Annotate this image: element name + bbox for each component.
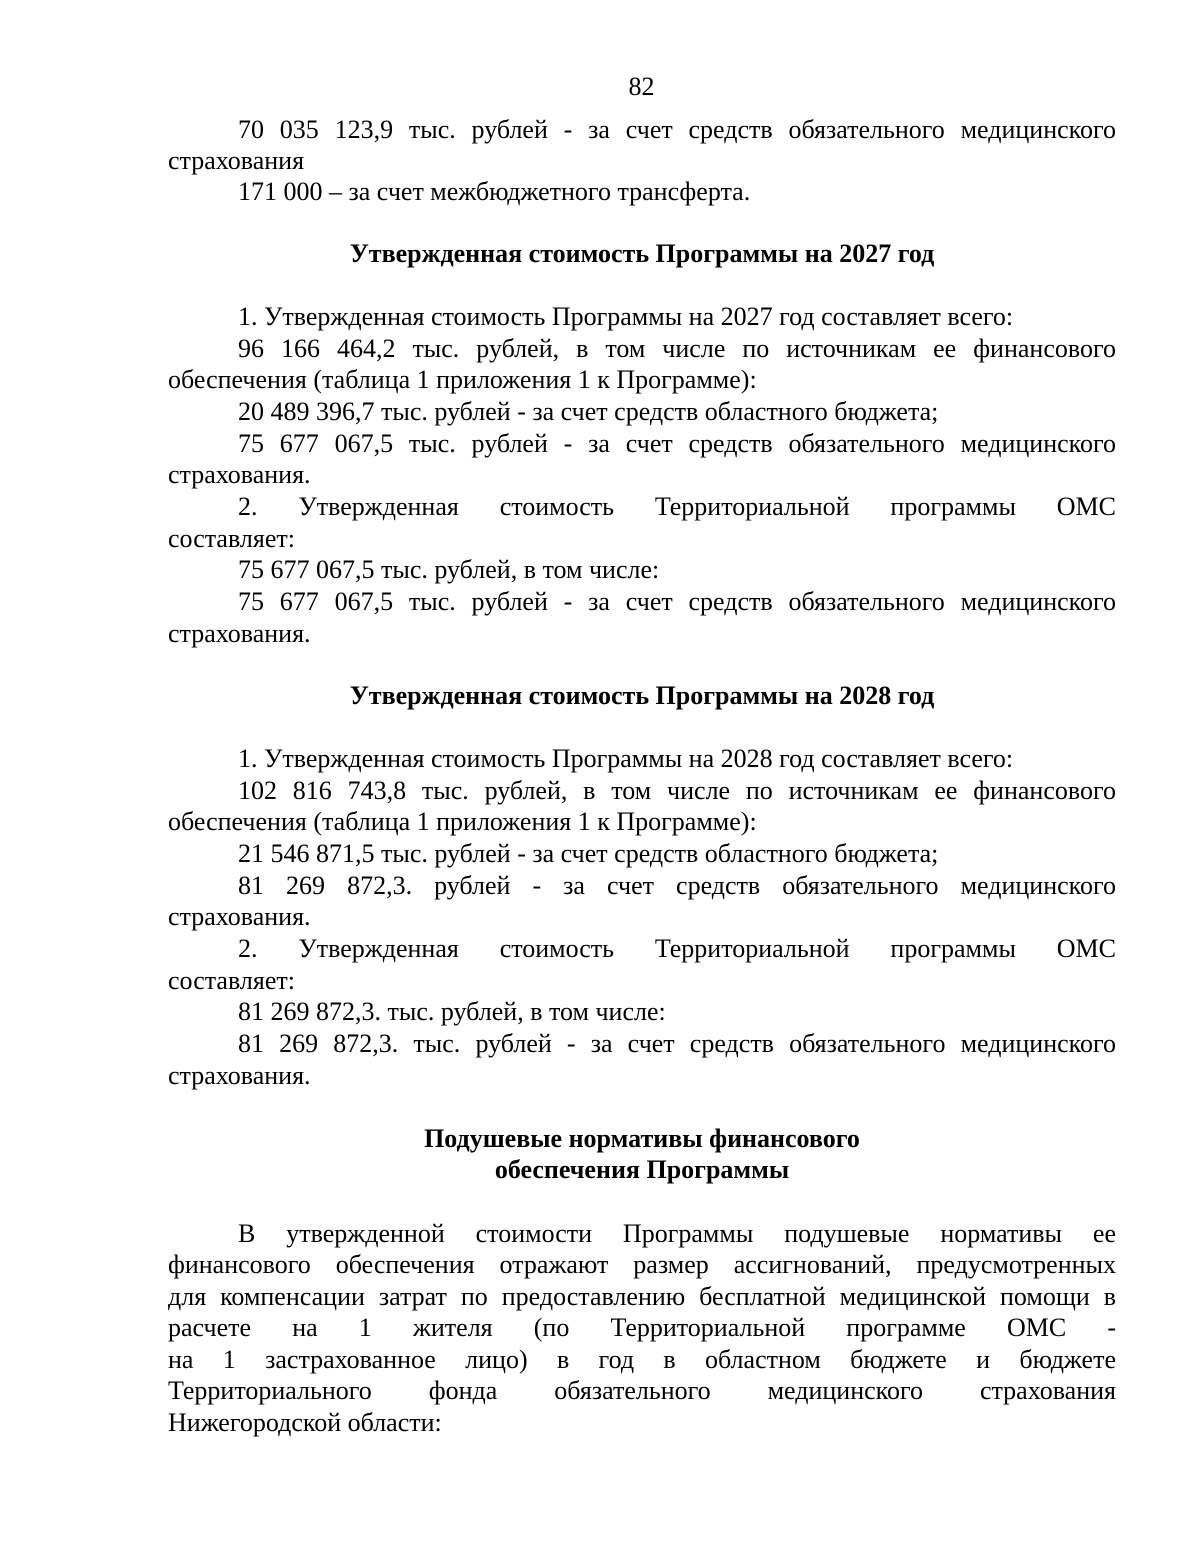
page-number: 82	[628, 72, 655, 101]
section-heading: Подушевые нормативы финансового	[424, 1124, 860, 1153]
text-line: Территориального фонда обязательного медицинского страхования	[168, 1376, 1116, 1405]
text-line: составляет:	[168, 524, 295, 553]
text-line: 75 677 067,5 тыс. рублей - за счет средств обязательного медицинского	[238, 429, 1116, 458]
text-line: 81 269 872,3. рублей - за счет средств обязательного медицинского	[238, 871, 1116, 900]
text-line: Нижегородской области:	[168, 1408, 442, 1437]
text-line: страхования.	[168, 460, 311, 489]
text-line: 75 677 067,5 тыс. рублей, в том числе:	[238, 555, 660, 584]
text-line: 81 269 872,3. тыс. рублей, в том числе:	[238, 997, 666, 1026]
text-line: 102 816 743,8 тыс. рублей, в том числе по источникам ее финансового	[238, 776, 1116, 805]
text-line: 20 489 396,7 тыс. рублей - за счет средств областного бюджета;	[238, 397, 939, 426]
section-heading: Утвержденная стоимость Программы на 2028 год	[349, 681, 935, 710]
text-line: для компенсации затрат по предоставлению бесплатной медицинской помощи в	[168, 1282, 1116, 1311]
section-heading: обеспечения Программы	[494, 1155, 790, 1184]
text-line: 2. Утвержденная стоимость Территориальной программы ОМС	[238, 934, 1116, 963]
text-line: 2. Утвержденная стоимость Территориальной программы ОМС	[238, 492, 1116, 521]
text-line: 171 000 – за счет межбюджетного трансферта.	[238, 177, 751, 206]
text-line: 1. Утвержденная стоимость Программы на 2028 год составляет всего:	[238, 744, 1014, 773]
text-line: обеспечения (таблица 1 приложения 1 к Программе):	[168, 807, 757, 836]
text-line: страхования.	[168, 619, 311, 648]
section-heading: Утвержденная стоимость Программы на 2027 год	[349, 239, 935, 268]
text-line: 81 269 872,3. тыс. рублей - за счет средств обязательного медицинского	[238, 1029, 1116, 1058]
text-line: страхования.	[168, 902, 311, 931]
text-line: составляет:	[168, 966, 295, 995]
text-line: 1. Утвержденная стоимость Программы на 2027 год составляет всего:	[238, 302, 1014, 331]
text-line: обеспечения (таблица 1 приложения 1 к Программе):	[168, 365, 757, 394]
text-line: 21 546 871,5 тыс. рублей - за счет средств областного бюджета;	[238, 839, 939, 868]
text-line: 96 166 464,2 тыс. рублей, в том числе по источникам ее финансового	[238, 334, 1116, 363]
text-line: страхования.	[168, 1061, 311, 1090]
text-line: расчете на 1 жителя (по Территориальной программе ОМС -	[168, 1313, 1116, 1342]
text-line: страхования	[168, 146, 305, 175]
text-line: финансового обеспечения отражают размер ассигнований, предусмотренных	[168, 1250, 1116, 1279]
text-line: 70 035 123,9 тыс. рублей - за счет средств обязательного медицинского	[238, 115, 1116, 144]
text-line: на 1 застрахованное лицо) в год в областном бюджете и бюджете	[168, 1345, 1116, 1374]
text-line: 75 677 067,5 тыс. рублей - за счет средств обязательного медицинского	[238, 587, 1116, 616]
text-line: В утвержденной стоимости Программы подушевые нормативы ее	[238, 1219, 1116, 1248]
